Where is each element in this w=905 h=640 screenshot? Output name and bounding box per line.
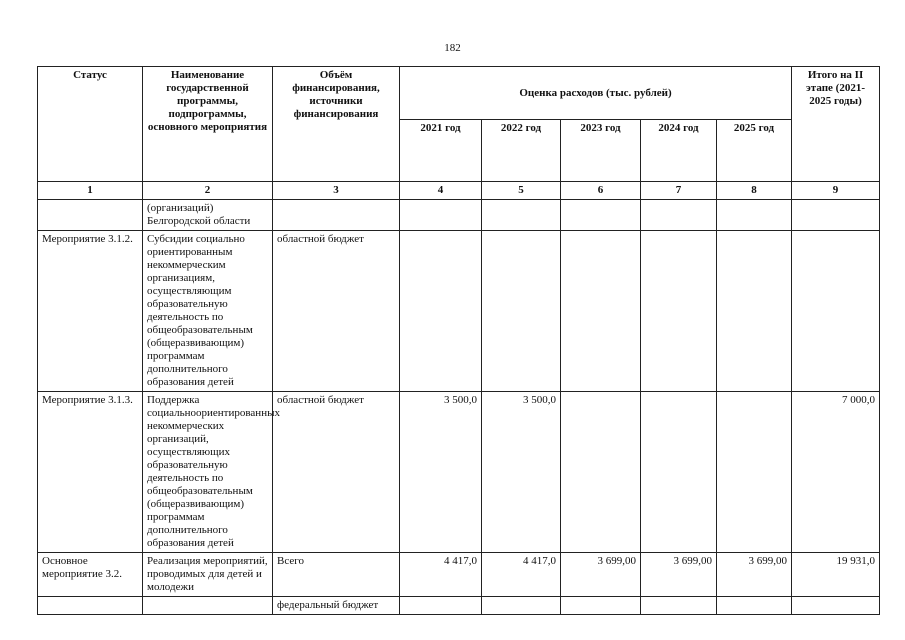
column-number: 7 [641,182,717,200]
row-status: Мероприятие 3.1.2. [38,231,143,392]
row-status [38,200,143,231]
row-value-2022 [482,231,561,392]
financing-table [37,66,880,615]
row-total: 7 000,0 [792,392,880,553]
row-name: (организаций) Белгородской области [143,200,273,231]
header-year-2022: 2022 год [482,120,561,182]
row-value-2025: 3 699,00 [717,553,792,597]
row-total: 19 931,0 [792,553,880,597]
row-source: федеральный бюджет [273,597,400,615]
table-row [38,200,880,231]
column-number: 1 [38,182,143,200]
row-value-2025 [717,392,792,553]
table-row [38,392,880,553]
row-name: Поддержка социальноориентированных некоммерческих организаций, осуществляющих образовательную деятельность по общеобразовательным (общеразвивающим) программам дополнительного образования детей [143,392,273,553]
column-number: 2 [143,182,273,200]
row-value-2022: 3 500,0 [482,392,561,553]
row-value-2021 [400,200,482,231]
row-total [792,200,880,231]
row-value-2024 [641,200,717,231]
row-source: областной бюджет [273,392,400,553]
column-number: 6 [561,182,641,200]
row-status: Мероприятие 3.1.3. [38,392,143,553]
row-value-2025 [717,200,792,231]
row-value-2022 [482,597,561,615]
row-value-2025 [717,597,792,615]
page-number: 182 [444,42,461,54]
row-value-2022 [482,200,561,231]
row-total [792,597,880,615]
row-value-2024: 3 699,00 [641,553,717,597]
row-value-2024 [641,231,717,392]
row-value-2024 [641,392,717,553]
row-value-2021 [400,231,482,392]
header-volume: Объём финансирования, источники финансирования [273,67,400,182]
table-row [38,553,880,597]
table-row [38,231,880,392]
row-total [792,231,880,392]
row-value-2022: 4 417,0 [482,553,561,597]
header-year-2023: 2023 год [561,120,641,182]
header-estimate: Оценка расходов (тыс. рублей) [400,67,792,120]
row-value-2021: 3 500,0 [400,392,482,553]
row-value-2023: 3 699,00 [561,553,641,597]
row-name: Реализация мероприятий, проводимых для детей и молодежи [143,553,273,597]
column-number: 5 [482,182,561,200]
column-number: 9 [792,182,880,200]
header-year-2025: 2025 год [717,120,792,182]
table-row [38,597,880,615]
column-number: 3 [273,182,400,200]
row-value-2025 [717,231,792,392]
column-number: 8 [717,182,792,200]
row-value-2021: 4 417,0 [400,553,482,597]
column-number: 4 [400,182,482,200]
row-name [143,597,273,615]
row-value-2024 [641,597,717,615]
row-source [273,200,400,231]
row-status: Основное мероприятие 3.2. [38,553,143,597]
header-year-2021: 2021 год [400,120,482,182]
row-source: Всего [273,553,400,597]
row-name: Субсидии социально ориентированным некоммерческим организациям, осуществляющим образовательную деятельность по общеобразовательным (общеразвивающим) программам дополнительного образования детей [143,231,273,392]
row-value-2023 [561,392,641,553]
header-year-2024: 2024 год [641,120,717,182]
row-value-2023 [561,231,641,392]
header-name: Наименование государственной программы, подпрограммы, основного мероприятия [143,67,273,182]
row-value-2023 [561,200,641,231]
row-status [38,597,143,615]
header-status: Статус [38,67,143,182]
row-value-2021 [400,597,482,615]
row-value-2023 [561,597,641,615]
header-total: Итого на II этапе (2021-2025 годы) [792,67,880,182]
column-number-row [38,182,880,200]
row-source: областной бюджет [273,231,400,392]
